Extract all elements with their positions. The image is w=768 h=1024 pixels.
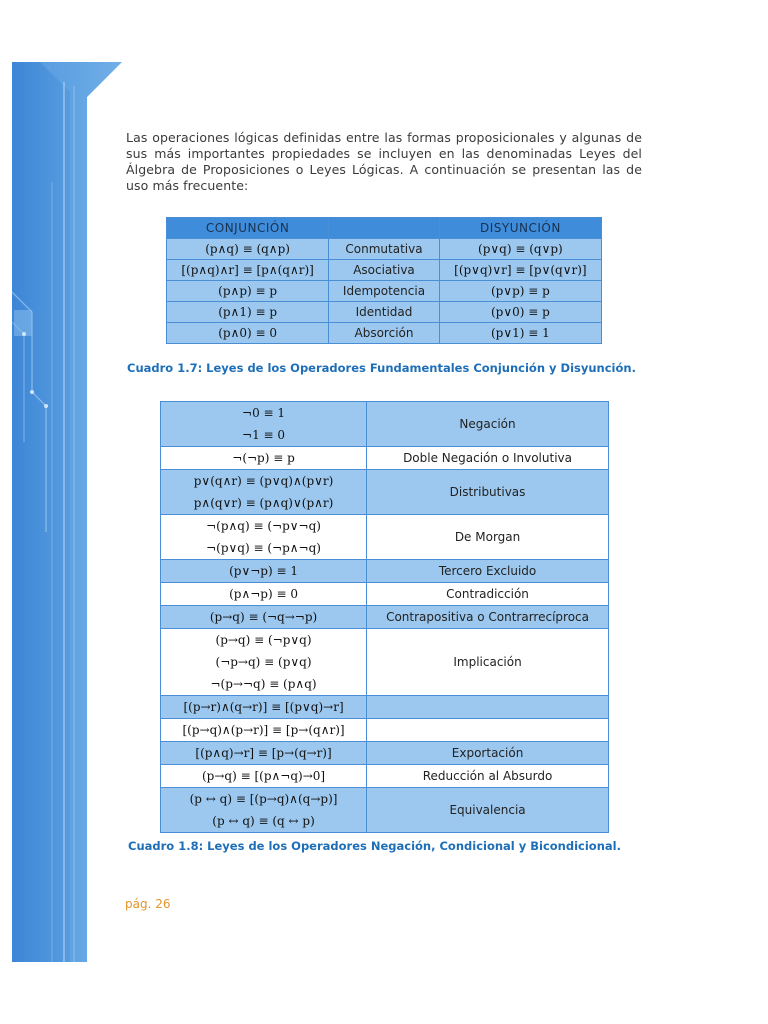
law-name: Contradicción bbox=[367, 583, 609, 606]
table-row bbox=[167, 323, 602, 344]
formula-line: (p→q) ≡ [(p∧¬q)→0] bbox=[201, 769, 326, 783]
disjunction-formula: (p∨p) ≡ p bbox=[439, 281, 601, 302]
formula-line: p∧(q∨r) ≡ (p∧q)∨(p∧r) bbox=[193, 496, 334, 510]
formula-line: (p ↔ q) ≡ (q ↔ p) bbox=[212, 814, 315, 828]
law-name: Tercero Excluido bbox=[367, 560, 609, 583]
law-formulas bbox=[161, 470, 367, 515]
law-name bbox=[367, 719, 609, 742]
table-row bbox=[167, 260, 602, 281]
disjunction-formula: (p∨q) ≡ (q∨p) bbox=[439, 239, 601, 260]
table-row bbox=[161, 629, 609, 696]
law-formulas bbox=[161, 742, 367, 765]
law-formulas bbox=[161, 583, 367, 606]
law-formulas bbox=[161, 515, 367, 560]
formula-line: (p∧¬p) ≡ 0 bbox=[229, 587, 298, 601]
table-negation-conditional bbox=[160, 401, 609, 833]
law-name: Exportación bbox=[367, 742, 609, 765]
table-row bbox=[161, 606, 609, 629]
law-name: Idempotencia bbox=[329, 281, 440, 302]
header-disjunction: DISYUNCIÓN bbox=[439, 218, 601, 239]
table-row bbox=[161, 470, 609, 515]
formula-line: ¬1 ≡ 0 bbox=[242, 428, 286, 442]
law-name: Conmutativa bbox=[329, 239, 440, 260]
conjunction-formula: (p∧1) ≡ p bbox=[167, 302, 329, 323]
decorative-sidebar bbox=[12, 62, 122, 962]
formula-line: p∨(q∧r) ≡ (p∨q)∧(p∨r) bbox=[193, 474, 334, 488]
page-number: pág. 26 bbox=[125, 897, 171, 911]
conjunction-formula: (p∧p) ≡ p bbox=[167, 281, 329, 302]
law-formulas bbox=[161, 447, 367, 470]
formula-line: (p∨¬p) ≡ 1 bbox=[229, 564, 298, 578]
law-name: Contrapositiva o Contrarrecíproca bbox=[367, 606, 609, 629]
law-formulas bbox=[161, 696, 367, 719]
formula-line: [(p→r)∧(q→r)] ≡ [(p∨q)→r] bbox=[183, 700, 344, 714]
table-header-row bbox=[167, 218, 602, 239]
law-formulas bbox=[161, 788, 367, 833]
intro-paragraph: Las operaciones lógicas definidas entre las formas proposicionales y algunas de sus más importantes propiedades se incluyen en las denominadas Leyes del Álgebra de Proposiciones o Leyes Lógicas. A continuación se presentan las de uso más frecuente: bbox=[126, 130, 642, 193]
table-row bbox=[161, 696, 609, 719]
law-formulas bbox=[161, 629, 367, 696]
law-name: Doble Negación o Involutiva bbox=[367, 447, 609, 470]
conjunction-formula: [(p∧q)∧r] ≡ [p∧(q∧r)] bbox=[167, 260, 329, 281]
conjunction-formula: (p∧0) ≡ 0 bbox=[167, 323, 329, 344]
table-row bbox=[167, 302, 602, 323]
table-row bbox=[161, 742, 609, 765]
table-row bbox=[167, 239, 602, 260]
law-name: Identidad bbox=[329, 302, 440, 323]
law-name: Negación bbox=[367, 402, 609, 447]
formula-line: [(p→q)∧(p→r)] ≡ [p→(q∧r)] bbox=[182, 723, 345, 737]
formula-line: ¬(¬p) ≡ p bbox=[232, 451, 295, 465]
formula-line: (¬p→q) ≡ (p∨q) bbox=[215, 655, 312, 669]
header-conjunction: CONJUNCIÓN bbox=[167, 218, 329, 239]
disjunction-formula: [(p∨q)∨r] ≡ [p∨(q∨r)] bbox=[439, 260, 601, 281]
formula-line: ¬(p∨q) ≡ (¬p∧¬q) bbox=[206, 541, 321, 555]
law-name: Reducción al Absurdo bbox=[367, 765, 609, 788]
formula-line: ¬(p∧q) ≡ (¬p∨¬q) bbox=[206, 519, 321, 533]
formula-line: ¬(p→¬q) ≡ (p∧q) bbox=[210, 677, 317, 691]
law-name: Absorción bbox=[329, 323, 440, 344]
law-name: Asociativa bbox=[329, 260, 440, 281]
law-formulas bbox=[161, 402, 367, 447]
law-name bbox=[367, 696, 609, 719]
caption-table-1-8: Cuadro 1.8: Leyes de los Operadores Negación, Condicional y Bicondicional. bbox=[128, 839, 621, 853]
disjunction-formula: (p∨0) ≡ p bbox=[439, 302, 601, 323]
formula-line: [(p∧q)→r] ≡ [p→(q→r)] bbox=[195, 746, 332, 760]
formula-line: (p→q) ≡ (¬q→¬p) bbox=[209, 610, 318, 624]
caption-table-1-7: Cuadro 1.7: Leyes de los Operadores Fundamentales Conjunción y Disyunción. bbox=[127, 361, 636, 375]
table-row bbox=[161, 765, 609, 788]
law-name: Implicación bbox=[367, 629, 609, 696]
conjunction-formula: (p∧q) ≡ (q∧p) bbox=[167, 239, 329, 260]
law-name: Equivalencia bbox=[367, 788, 609, 833]
law-formulas bbox=[161, 560, 367, 583]
header-law bbox=[329, 218, 440, 239]
law-name: Distributivas bbox=[367, 470, 609, 515]
table-row bbox=[161, 719, 609, 742]
formula-line: (p ↔ q) ≡ [(p→q)∧(q→p)] bbox=[189, 792, 338, 806]
table-conjunction-disjunction bbox=[166, 217, 602, 344]
law-name: De Morgan bbox=[367, 515, 609, 560]
formula-line: (p→q) ≡ (¬p∨q) bbox=[215, 633, 312, 647]
disjunction-formula: (p∨1) ≡ 1 bbox=[439, 323, 601, 344]
formula-line: ¬0 ≡ 1 bbox=[242, 406, 286, 420]
table-row bbox=[161, 515, 609, 560]
table-row bbox=[161, 402, 609, 447]
table-row bbox=[167, 281, 602, 302]
law-formulas bbox=[161, 765, 367, 788]
law-formulas bbox=[161, 606, 367, 629]
table-row bbox=[161, 788, 609, 833]
table-row bbox=[161, 583, 609, 606]
law-formulas bbox=[161, 719, 367, 742]
table-row bbox=[161, 447, 609, 470]
table-row bbox=[161, 560, 609, 583]
